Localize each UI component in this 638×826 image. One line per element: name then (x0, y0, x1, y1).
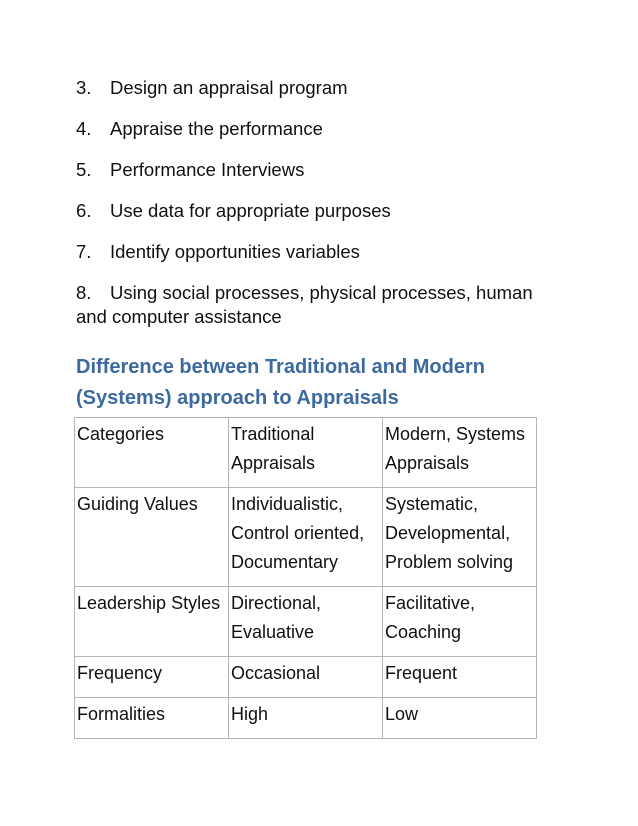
cell-text: High (231, 704, 269, 724)
list-item-number: 4. (76, 118, 92, 139)
table-cell-modern (383, 488, 537, 587)
cell-text: Frequency (77, 663, 163, 683)
list-item (76, 76, 556, 100)
comparison-table (74, 417, 537, 739)
list-item (76, 199, 556, 223)
list-item (76, 117, 556, 141)
list-item-text: Identify opportunities variables (110, 241, 360, 262)
table-cell-modern (383, 698, 537, 739)
list-item-text: Using social processes, physical processes, human (110, 282, 533, 303)
cell-text: Directional, (231, 593, 322, 613)
cell-text: Control oriented, (231, 523, 365, 543)
list-item-number: 7. (76, 241, 92, 262)
table-cell-traditional (229, 698, 383, 739)
table-row (75, 587, 537, 657)
header-categories: Categories (77, 424, 165, 444)
section-heading-line: Difference between Traditional and Modern (76, 356, 485, 378)
list-item-number: 5. (76, 159, 92, 180)
header-traditional: Appraisals (231, 453, 316, 473)
table-cell-traditional (229, 488, 383, 587)
list-item-number: 3. (76, 77, 92, 98)
section-heading-line: (Systems) approach to Appraisals (76, 387, 399, 409)
list-item (76, 240, 556, 264)
header-modern: Appraisals (385, 453, 470, 473)
cell-text: Systematic, (385, 494, 479, 514)
table-cell-category (75, 698, 229, 739)
table-cell-category (75, 657, 229, 698)
cell-text: Coaching (385, 622, 462, 642)
steps-list (76, 76, 556, 329)
table-cell-modern (383, 587, 537, 657)
cell-text: Formalities (77, 704, 166, 724)
cell-text: Problem solving (385, 552, 514, 572)
cell-text: Developmental, (385, 523, 511, 543)
cell-text: Frequent (385, 663, 458, 683)
cell-text: Leadership Styles (77, 593, 221, 613)
cell-text: Occasional (231, 663, 321, 683)
table-cell-modern (383, 657, 537, 698)
header-traditional: Traditional (231, 424, 315, 444)
list-item-text: Appraise the performance (110, 118, 323, 139)
section-heading (76, 352, 556, 414)
cell-text: Guiding Values (77, 494, 198, 514)
table-header-cell (229, 418, 383, 488)
header-modern: Modern, Systems (385, 424, 526, 444)
table-cell-category (75, 488, 229, 587)
table-cell-category (75, 587, 229, 657)
table-row (75, 657, 537, 698)
table-header-row (75, 418, 537, 488)
list-item (76, 158, 556, 182)
list-item-text: Use data for appropriate purposes (110, 200, 391, 221)
table-header-cell (75, 418, 229, 488)
table-row (75, 698, 537, 739)
list-item-text-continued: and computer assistance (76, 306, 282, 327)
cell-text: Evaluative (231, 622, 315, 642)
list-item-number: 8. (76, 282, 92, 303)
table-header-cell (383, 418, 537, 488)
list-item (76, 281, 556, 329)
cell-text: Low (385, 704, 419, 724)
cell-text: Documentary (231, 552, 339, 572)
cell-text: Individualistic, (231, 494, 344, 514)
list-item-text: Design an appraisal program (110, 77, 348, 98)
list-item-text: Performance Interviews (110, 159, 305, 180)
table-row (75, 488, 537, 587)
table-cell-traditional (229, 587, 383, 657)
list-item-number: 6. (76, 200, 92, 221)
table-cell-traditional (229, 657, 383, 698)
cell-text: Facilitative, (385, 593, 476, 613)
